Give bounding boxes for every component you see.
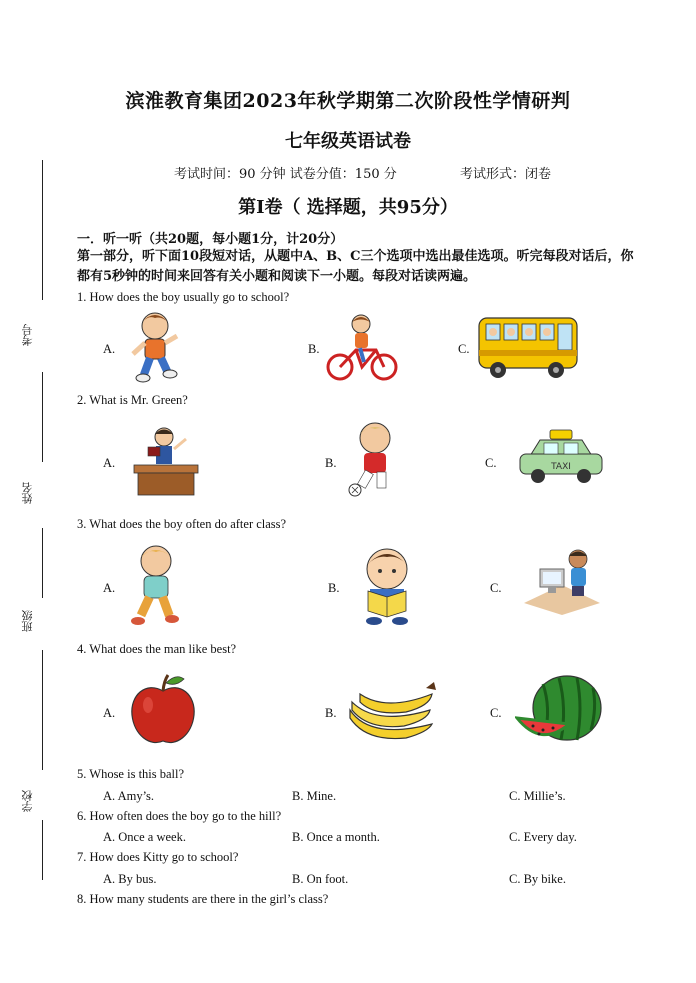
option-c[interactable]: C.: [490, 581, 502, 595]
option-a[interactable]: A.: [103, 581, 116, 595]
binding-line: [42, 820, 43, 880]
exam-subtitle: 七年级英语试卷: [285, 131, 411, 152]
boy-on-bicycle-icon: [326, 312, 398, 384]
binding-line: [42, 160, 43, 300]
class-label: 班级: [21, 610, 34, 632]
binding-line: [42, 528, 43, 598]
question-2: 2. What is Mr. Green?: [77, 393, 188, 407]
exam-title: 滨淮教育集团2023年秋学期第二次阶段性学情研判: [125, 90, 571, 112]
binding-line: [42, 372, 43, 462]
option-c[interactable]: C. Millie’s.: [509, 789, 566, 803]
section-title: 第Ⅰ卷（ 选择题，共95分）: [238, 197, 458, 218]
option-b[interactable]: B.: [328, 581, 340, 595]
football-player-icon: [345, 420, 410, 500]
question-6: 6. How often does the boy go to the hill?: [77, 809, 282, 823]
option-a[interactable]: A.: [103, 342, 116, 356]
option-a[interactable]: A.: [103, 706, 116, 720]
part-heading: 一．听一听（共20题，每小题1分，计20分）: [77, 232, 344, 247]
boy-at-computer-icon: [522, 545, 600, 615]
option-b[interactable]: B.: [308, 342, 320, 356]
option-c[interactable]: C. By bike.: [509, 872, 566, 886]
option-b[interactable]: B. Once a month.: [292, 830, 380, 844]
option-c[interactable]: C. Every day.: [509, 830, 577, 844]
option-b[interactable]: B.: [325, 706, 337, 720]
exam-time-info: 考试时间：90 分钟 试卷分值：150 分: [174, 167, 397, 182]
option-c[interactable]: C.: [458, 342, 470, 356]
option-a[interactable]: A. Amy’s.: [103, 789, 155, 803]
question-1: 1. How does the boy usually go to school?: [77, 290, 290, 304]
apple-icon: [128, 673, 198, 747]
name-label: 姓名: [21, 482, 34, 504]
question-4: 4. What does the man like best?: [77, 642, 237, 656]
binding-line: [42, 650, 43, 770]
option-b[interactable]: B. Mine.: [292, 789, 337, 803]
option-b[interactable]: B.: [325, 456, 337, 470]
exam-form-info: 考试形式：闭卷: [460, 167, 552, 182]
taxi-icon: [512, 428, 610, 486]
option-a[interactable]: A. By bus.: [103, 872, 157, 886]
option-a[interactable]: A.: [103, 456, 116, 470]
option-c[interactable]: C.: [485, 456, 497, 470]
watermelon-icon: [515, 670, 603, 748]
question-3: 3. What does the boy often do after class?: [77, 517, 287, 531]
question-7: 7. How does Kitty go to school?: [77, 850, 239, 864]
svg-text:TAXI: TAXI: [551, 462, 571, 472]
school-bus-icon: [476, 312, 580, 382]
running-boy-icon: [125, 310, 185, 385]
reading-boy-icon: [358, 545, 416, 627]
teacher-at-desk-icon: [130, 425, 202, 497]
option-a[interactable]: A. Once a week.: [103, 830, 186, 844]
running-boy-icon: [122, 543, 188, 628]
part-intro: 第一部分，听下面10段短对话，从题中A、B、C三个选项中选出最佳选项。听完每段对话后，你都有5秒钟的时间来回答有关小题和阅读下一小题。每段对话读两遍。: [77, 249, 634, 284]
banana-icon: [346, 680, 438, 742]
exam-no-label: 考号: [21, 324, 34, 346]
school-label: 学校: [21, 790, 34, 812]
option-c[interactable]: C.: [490, 706, 502, 720]
question-5: 5. Whose is this ball?: [77, 767, 185, 781]
option-b[interactable]: B. On foot.: [292, 872, 349, 886]
question-8: 8. How many students are there in the girl’s class?: [77, 892, 329, 906]
